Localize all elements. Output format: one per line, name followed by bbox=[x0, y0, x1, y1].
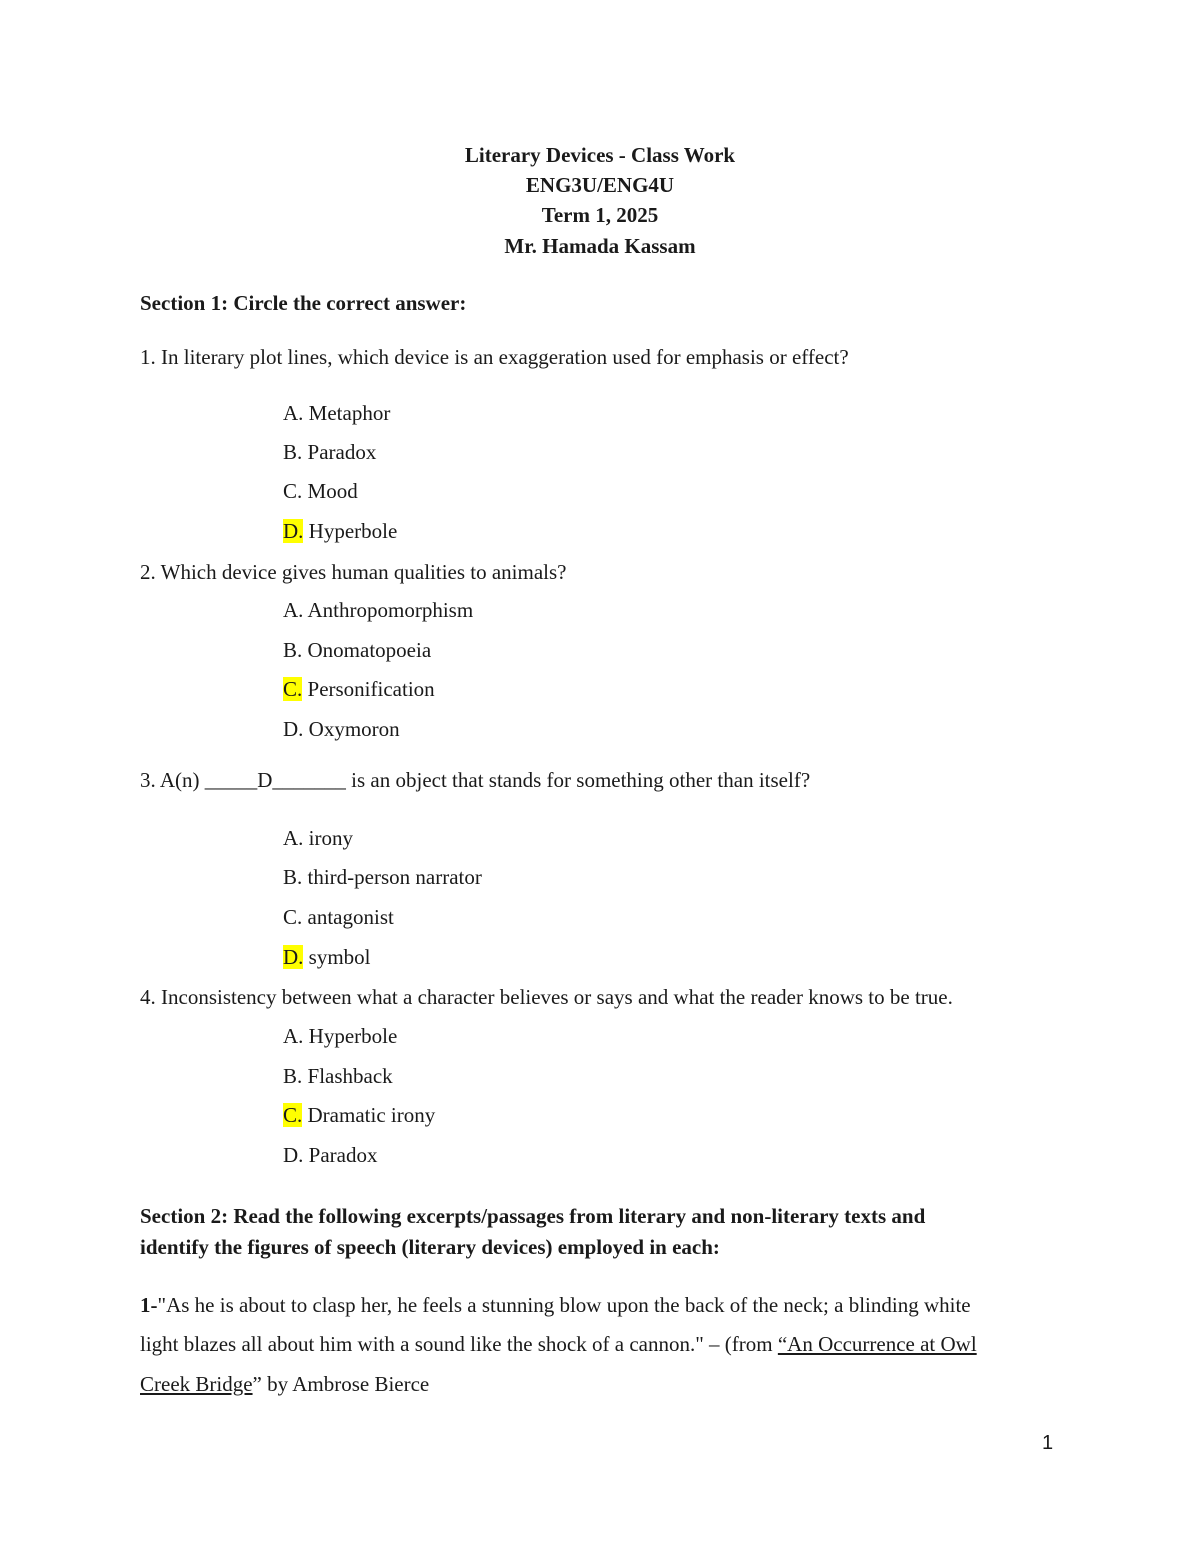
question-1-prompt: 1. In literary plot lines, which device is an exaggeration used for emphasis or effect? bbox=[140, 345, 849, 369]
passage-text: light blazes all about him with a sound like the shock of a cannon." – (from bbox=[140, 1332, 778, 1356]
teacher-name: Mr. Hamada Kassam bbox=[504, 234, 696, 258]
option-text: Personification bbox=[307, 677, 435, 701]
option-letter: B. bbox=[283, 440, 303, 464]
option-text: Metaphor bbox=[308, 401, 391, 425]
document-title: Literary Devices - Class Work bbox=[464, 143, 736, 167]
section-2-heading-line1: Section 2: Read the following excerpts/passages from literary and non-literary texts and bbox=[140, 1204, 926, 1228]
option-text: symbol bbox=[308, 945, 371, 969]
option-letter: B. bbox=[283, 638, 303, 662]
question-3-option-a[interactable] bbox=[283, 825, 353, 851]
passage-attribution: ” by Ambrose Bierce bbox=[252, 1372, 430, 1396]
selected-answer-highlight: D. bbox=[283, 519, 304, 543]
option-text: Paradox bbox=[308, 1143, 378, 1167]
question-1-option-a[interactable] bbox=[283, 400, 390, 426]
option-text: irony bbox=[308, 826, 353, 850]
option-text: antagonist bbox=[307, 905, 394, 929]
option-text: Paradox bbox=[307, 440, 377, 464]
option-text: Oxymoron bbox=[308, 717, 400, 741]
question-2-prompt: 2. Which device gives human qualities to animals? bbox=[140, 560, 567, 584]
option-letter: D. bbox=[283, 717, 304, 741]
passage-number: 1- bbox=[140, 1293, 158, 1317]
option-letter: A. bbox=[283, 598, 304, 622]
option-letter: A. bbox=[283, 1024, 304, 1048]
passage-1-line3 bbox=[140, 1371, 429, 1397]
question-2-option-a[interactable] bbox=[283, 597, 473, 623]
question-4-option-a[interactable] bbox=[283, 1023, 397, 1049]
question-4-option-b[interactable] bbox=[283, 1063, 393, 1089]
option-letter: C. bbox=[283, 905, 303, 929]
question-1-option-d[interactable] bbox=[283, 518, 397, 544]
selected-answer-highlight: C. bbox=[283, 1103, 303, 1127]
option-text: Flashback bbox=[307, 1064, 393, 1088]
course-code: ENG3U/ENG4U bbox=[525, 173, 675, 197]
source-title-link[interactable]: Creek Bridge bbox=[140, 1372, 253, 1396]
question-4-prompt: 4. Inconsistency between what a character believes or says and what the reader knows to be true. bbox=[140, 985, 953, 1009]
passage-1-line2 bbox=[140, 1331, 977, 1357]
question-3-option-d[interactable] bbox=[283, 944, 371, 970]
question-2-option-b[interactable] bbox=[283, 637, 431, 663]
question-1-option-c[interactable] bbox=[283, 478, 358, 504]
option-text: Dramatic irony bbox=[307, 1103, 436, 1127]
question-2-option-d[interactable] bbox=[283, 716, 400, 742]
option-text: Hyperbole bbox=[308, 519, 398, 543]
question-3-option-b[interactable] bbox=[283, 864, 482, 890]
page-number: 1 bbox=[1042, 1432, 1054, 1454]
question-4-option-c[interactable] bbox=[283, 1102, 435, 1128]
option-letter: B. bbox=[283, 1064, 303, 1088]
selected-answer-highlight: D. bbox=[283, 945, 304, 969]
option-text: Anthropomorphism bbox=[307, 598, 474, 622]
question-2-option-c[interactable] bbox=[283, 676, 435, 702]
option-letter: A. bbox=[283, 826, 304, 850]
passage-text: "As he is about to clasp her, he feels a stunning blow upon the back of the neck; a blinding white bbox=[157, 1293, 971, 1317]
question-1-option-b[interactable] bbox=[283, 439, 376, 465]
option-letter: A. bbox=[283, 401, 304, 425]
source-title-link[interactable]: “An Occurrence at Owl bbox=[777, 1332, 977, 1356]
option-letter: C. bbox=[283, 479, 303, 503]
selected-answer-highlight: C. bbox=[283, 677, 303, 701]
option-text: Onomatopoeia bbox=[307, 638, 432, 662]
section-2-heading-line2: identify the figures of speech (literary devices) employed in each: bbox=[140, 1235, 720, 1259]
question-3-option-c[interactable] bbox=[283, 904, 394, 930]
option-letter: D. bbox=[283, 1143, 304, 1167]
question-4-option-d[interactable] bbox=[283, 1142, 378, 1168]
option-text: third-person narrator bbox=[307, 865, 482, 889]
section-1-heading: Section 1: Circle the correct answer: bbox=[140, 291, 467, 315]
option-letter: B. bbox=[283, 865, 303, 889]
question-3-prompt: 3. A(n) _____D_______ is an object that stands for something other than itself? bbox=[140, 768, 811, 792]
option-text: Mood bbox=[307, 479, 358, 503]
option-text: Hyperbole bbox=[308, 1024, 398, 1048]
passage-1-line1 bbox=[140, 1292, 971, 1318]
term: Term 1, 2025 bbox=[541, 203, 659, 227]
